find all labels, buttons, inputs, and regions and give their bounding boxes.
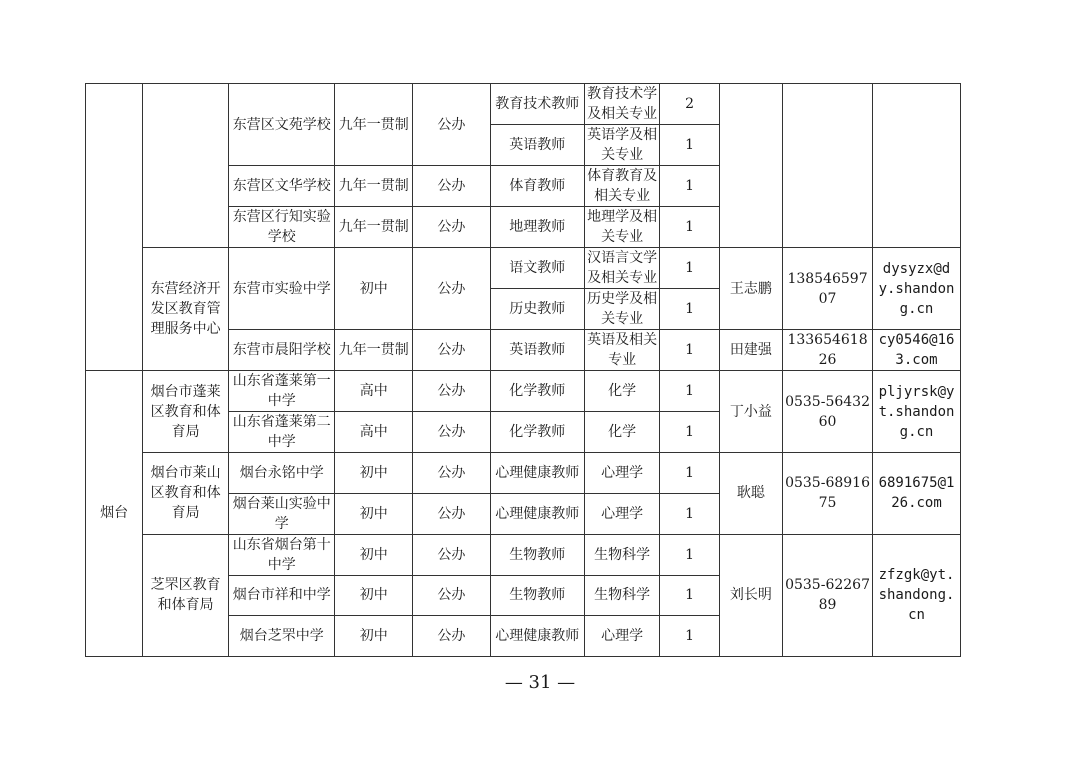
- num-cell: 1: [660, 207, 719, 248]
- num-cell: 1: [660, 166, 719, 207]
- major-cell: 地理学及相关专业: [584, 207, 660, 248]
- post-cell: 生物教师: [490, 534, 584, 575]
- table-row: [86, 453, 961, 494]
- post-cell: 地理教师: [490, 207, 584, 248]
- email-cell: pljyrsk@yt.shandong.cn: [873, 371, 961, 453]
- num-cell: 1: [660, 534, 719, 575]
- table-row: [86, 534, 961, 575]
- major-cell: 汉语言文学及相关专业: [584, 248, 660, 289]
- recruitment-table: [85, 83, 961, 657]
- nature-cell: 公办: [413, 371, 491, 412]
- num-cell: 1: [660, 412, 719, 453]
- stage-cell: 初中: [335, 493, 413, 534]
- school-cell: 烟台莱山实验中学: [229, 493, 335, 534]
- nature-cell: 公办: [413, 166, 491, 207]
- post-cell: 语文教师: [490, 248, 584, 289]
- major-cell: 生物科学: [584, 534, 660, 575]
- num-cell: 1: [660, 330, 719, 371]
- school-cell: 东营市实验中学: [229, 248, 335, 330]
- num-cell: 1: [660, 453, 719, 494]
- school-cell: 东营区行知实验学校: [229, 207, 335, 248]
- phone-cell: 0535-6226789: [783, 534, 873, 656]
- dept-cell: 烟台市莱山区教育和体育局: [143, 453, 229, 535]
- major-cell: 心理学: [584, 453, 660, 494]
- school-cell: 烟台市祥和中学: [229, 575, 335, 616]
- nature-cell: 公办: [413, 616, 491, 657]
- contact-cell: 田建强: [719, 330, 782, 371]
- contact-cell: 王志鹏: [719, 248, 782, 330]
- post-cell: 化学教师: [490, 371, 584, 412]
- stage-cell: 九年一贯制: [335, 330, 413, 371]
- dept-cell: 芝罘区教育和体育局: [143, 534, 229, 656]
- stage-cell: 初中: [335, 616, 413, 657]
- post-cell: 历史教师: [490, 289, 584, 330]
- email-cell: 6891675@126.com: [873, 453, 961, 535]
- post-cell: 教育技术教师: [490, 84, 584, 125]
- school-cell: 东营区文苑学校: [229, 84, 335, 166]
- school-cell: 山东省烟台第十中学: [229, 534, 335, 575]
- school-cell: 东营区文华学校: [229, 166, 335, 207]
- major-cell: 英语及相关专业: [584, 330, 660, 371]
- contact-cell: 刘长明: [719, 534, 782, 656]
- stage-cell: 九年一贯制: [335, 207, 413, 248]
- nature-cell: 公办: [413, 493, 491, 534]
- school-cell: 东营市晨阳学校: [229, 330, 335, 371]
- num-cell: 1: [660, 493, 719, 534]
- post-cell: 体育教师: [490, 166, 584, 207]
- table-row: [86, 84, 961, 125]
- stage-cell: 初中: [335, 453, 413, 494]
- num-cell: 1: [660, 289, 719, 330]
- contact-cell: 丁小益: [719, 371, 782, 453]
- post-cell: 英语教师: [490, 125, 584, 166]
- num-cell: 2: [660, 84, 719, 125]
- phone-cell: 0535-5643260: [783, 371, 873, 453]
- num-cell: 1: [660, 575, 719, 616]
- post-cell: 心理健康教师: [490, 616, 584, 657]
- major-cell: 化学: [584, 412, 660, 453]
- num-cell: 1: [660, 248, 719, 289]
- nature-cell: 公办: [413, 412, 491, 453]
- table-row: [86, 248, 961, 289]
- nature-cell: 公办: [413, 453, 491, 494]
- phone-cell: [783, 84, 873, 248]
- school-cell: 烟台永铭中学: [229, 453, 335, 494]
- nature-cell: 公办: [413, 84, 491, 166]
- stage-cell: 九年一贯制: [335, 84, 413, 166]
- major-cell: 体育教育及相关专业: [584, 166, 660, 207]
- email-cell: [873, 84, 961, 248]
- dept-cell: [143, 84, 229, 248]
- num-cell: 1: [660, 125, 719, 166]
- post-cell: 英语教师: [490, 330, 584, 371]
- school-cell: 烟台芝罘中学: [229, 616, 335, 657]
- num-cell: 1: [660, 371, 719, 412]
- stage-cell: 初中: [335, 575, 413, 616]
- major-cell: 心理学: [584, 493, 660, 534]
- phone-cell: 13365461826: [783, 330, 873, 371]
- city-cell: 烟台: [86, 371, 143, 657]
- post-cell: 心理健康教师: [490, 453, 584, 494]
- nature-cell: 公办: [413, 207, 491, 248]
- num-cell: 1: [660, 616, 719, 657]
- email-cell: cy0546@163.com: [873, 330, 961, 371]
- phone-cell: 13854659707: [783, 248, 873, 330]
- major-cell: 英语学及相关专业: [584, 125, 660, 166]
- nature-cell: 公办: [413, 534, 491, 575]
- stage-cell: 高中: [335, 412, 413, 453]
- contact-cell: [719, 84, 782, 248]
- nature-cell: 公办: [413, 330, 491, 371]
- nature-cell: 公办: [413, 248, 491, 330]
- phone-cell: 0535-6891675: [783, 453, 873, 535]
- email-cell: dysyzx@dy.shandong.cn: [873, 248, 961, 330]
- city-cell: [86, 84, 143, 371]
- email-cell: zfzgk@yt.shandong.cn: [873, 534, 961, 656]
- stage-cell: 初中: [335, 248, 413, 330]
- major-cell: 化学: [584, 371, 660, 412]
- school-cell: 山东省蓬莱第一中学: [229, 371, 335, 412]
- stage-cell: 高中: [335, 371, 413, 412]
- dept-cell: 东营经济开发区教育管理服务中心: [143, 248, 229, 371]
- dept-cell: 烟台市蓬莱区教育和体育局: [143, 371, 229, 453]
- contact-cell: 耿聪: [719, 453, 782, 535]
- post-cell: 化学教师: [490, 412, 584, 453]
- stage-cell: 初中: [335, 534, 413, 575]
- stage-cell: 九年一贯制: [335, 166, 413, 207]
- major-cell: 教育技术学及相关专业: [584, 84, 660, 125]
- table-row: [86, 371, 961, 412]
- major-cell: 心理学: [584, 616, 660, 657]
- major-cell: 生物科学: [584, 575, 660, 616]
- post-cell: 心理健康教师: [490, 493, 584, 534]
- post-cell: 生物教师: [490, 575, 584, 616]
- page-number: — 31 —: [504, 672, 576, 693]
- nature-cell: 公办: [413, 575, 491, 616]
- school-cell: 山东省蓬莱第二中学: [229, 412, 335, 453]
- major-cell: 历史学及相关专业: [584, 289, 660, 330]
